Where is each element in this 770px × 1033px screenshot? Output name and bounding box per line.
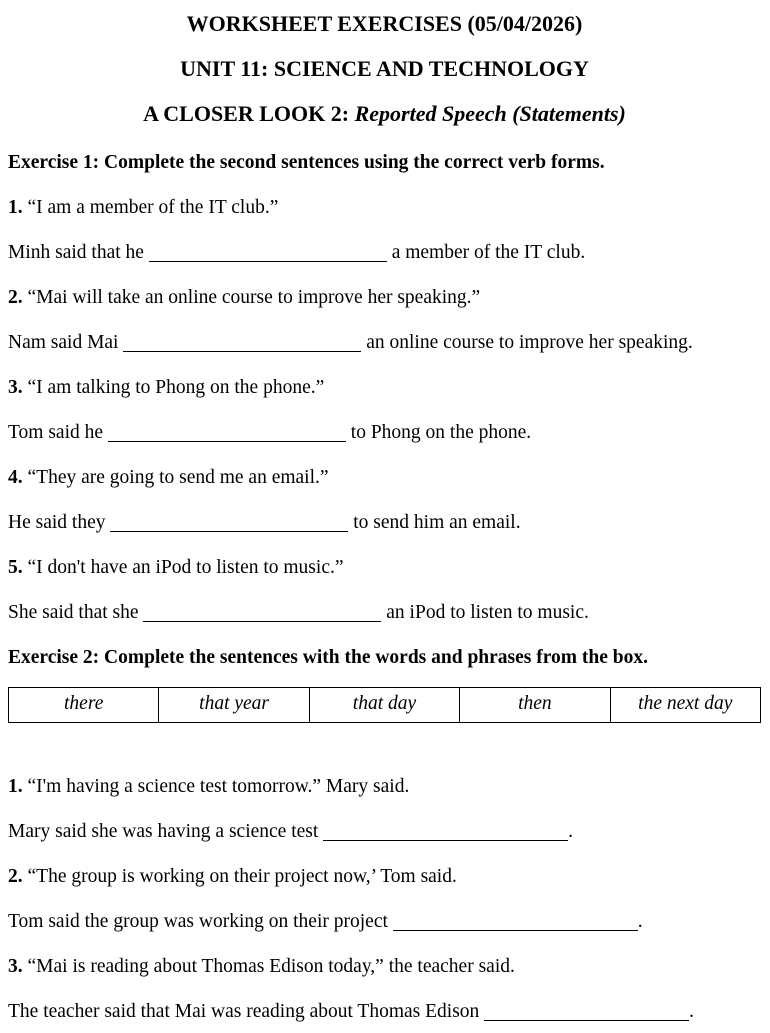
answer-blank [484, 1006, 689, 1021]
item-number: 4. [8, 467, 23, 488]
exercise2-item1-answer-line [8, 821, 761, 843]
exercise1-item2-answer-line [8, 332, 761, 354]
quoted-sentence: “The group is working on their project now,’ Tom said. [27, 866, 457, 887]
exercise1-heading: Exercise 1: Complete the second sentences using the correct verb forms. [8, 152, 605, 173]
answer-blank [143, 607, 381, 622]
answer-after-text: an online course to improve her speaking. [366, 332, 693, 353]
item-number: 5. [8, 557, 23, 578]
answer-before-text: Minh said that he [8, 242, 144, 263]
word-box-cell: the next day [610, 688, 760, 723]
answer-blank [108, 427, 346, 442]
answer-before-text: She said that she [8, 602, 139, 623]
answer-blank [393, 916, 638, 931]
word-box-cell: that day [309, 688, 459, 723]
answer-after-text: . [637, 911, 643, 932]
quoted-sentence: “I am talking to Phong on the phone.” [27, 377, 325, 398]
quoted-sentence: “Mai is reading about Thomas Edison today,” the teacher said. [27, 956, 515, 977]
answer-blank [123, 337, 361, 352]
word-box-table [8, 687, 761, 723]
word-box-cell: there [9, 688, 159, 723]
answer-blank [110, 517, 348, 532]
answer-before-text: He said they [8, 512, 106, 533]
item-number: 1. [8, 197, 23, 218]
answer-before-text: Tom said he [8, 422, 104, 443]
answer-after-text: to Phong on the phone. [350, 422, 532, 443]
quoted-sentence: “I'm having a science test tomorrow.” Mary said. [27, 776, 410, 797]
answer-before-text: Tom said the group was working on their project [8, 911, 388, 932]
exercise1-item2-quote-line [8, 287, 761, 309]
exercise1-item5-quote-line [8, 557, 761, 579]
answer-after-text: to send him an email. [353, 512, 521, 533]
lesson-label: A CLOSER LOOK 2: [143, 101, 350, 126]
exercise2-item3-answer-line [8, 1001, 761, 1023]
exercise2-item3-quote-line [8, 956, 761, 978]
item-number: 2. [8, 287, 23, 308]
word-box-cell: that year [159, 688, 309, 723]
exercise2-item2-answer-line [8, 911, 761, 933]
item-number: 1. [8, 776, 23, 797]
item-number: 2. [8, 866, 23, 887]
quoted-sentence: “Mai will take an online course to improve her speaking.” [27, 287, 481, 308]
exercise1-item4-quote-line [8, 467, 761, 489]
answer-after-text: . [568, 821, 574, 842]
answer-before-text: Mary said she was having a science test [8, 821, 319, 842]
word-box-row [9, 688, 761, 723]
exercise1-item1-answer-line [8, 242, 761, 264]
quoted-sentence: “I don't have an iPod to listen to music.” [27, 557, 344, 578]
answer-after-text: an iPod to listen to music. [386, 602, 589, 623]
unit-title: UNIT 11: SCIENCE AND TECHNOLOGY [180, 56, 589, 81]
answer-blank [323, 826, 568, 841]
item-number: 3. [8, 956, 23, 977]
lesson-topic: Reported Speech (Statements) [354, 101, 626, 126]
exercise1-item5-answer-line [8, 602, 761, 624]
exercise1-item1-quote-line [8, 197, 761, 219]
exercise1-item3-answer-line [8, 422, 761, 444]
page-title: WORKSHEET EXERCISES (05/04/2026) [186, 11, 583, 36]
answer-blank [149, 247, 387, 262]
exercise1-item3-quote-line [8, 377, 761, 399]
exercise2-heading: Exercise 2: Complete the sentences with the words and phrases from the box. [8, 647, 649, 668]
quoted-sentence: “They are going to send me an email.” [27, 467, 329, 488]
answer-after-text: . [689, 1001, 695, 1022]
exercise2-item1-quote-line [8, 776, 761, 798]
quoted-sentence: “I am a member of the IT club.” [27, 197, 279, 218]
lesson-title [8, 102, 761, 126]
answer-after-text: a member of the IT club. [391, 242, 586, 263]
answer-before-text: Nam said Mai [8, 332, 119, 353]
item-number: 3. [8, 377, 23, 398]
answer-before-text: The teacher said that Mai was reading about Thomas Edison [8, 1001, 480, 1022]
exercise2-item2-quote-line [8, 866, 761, 888]
exercise1-item4-answer-line [8, 512, 761, 534]
word-box-cell: then [460, 688, 610, 723]
